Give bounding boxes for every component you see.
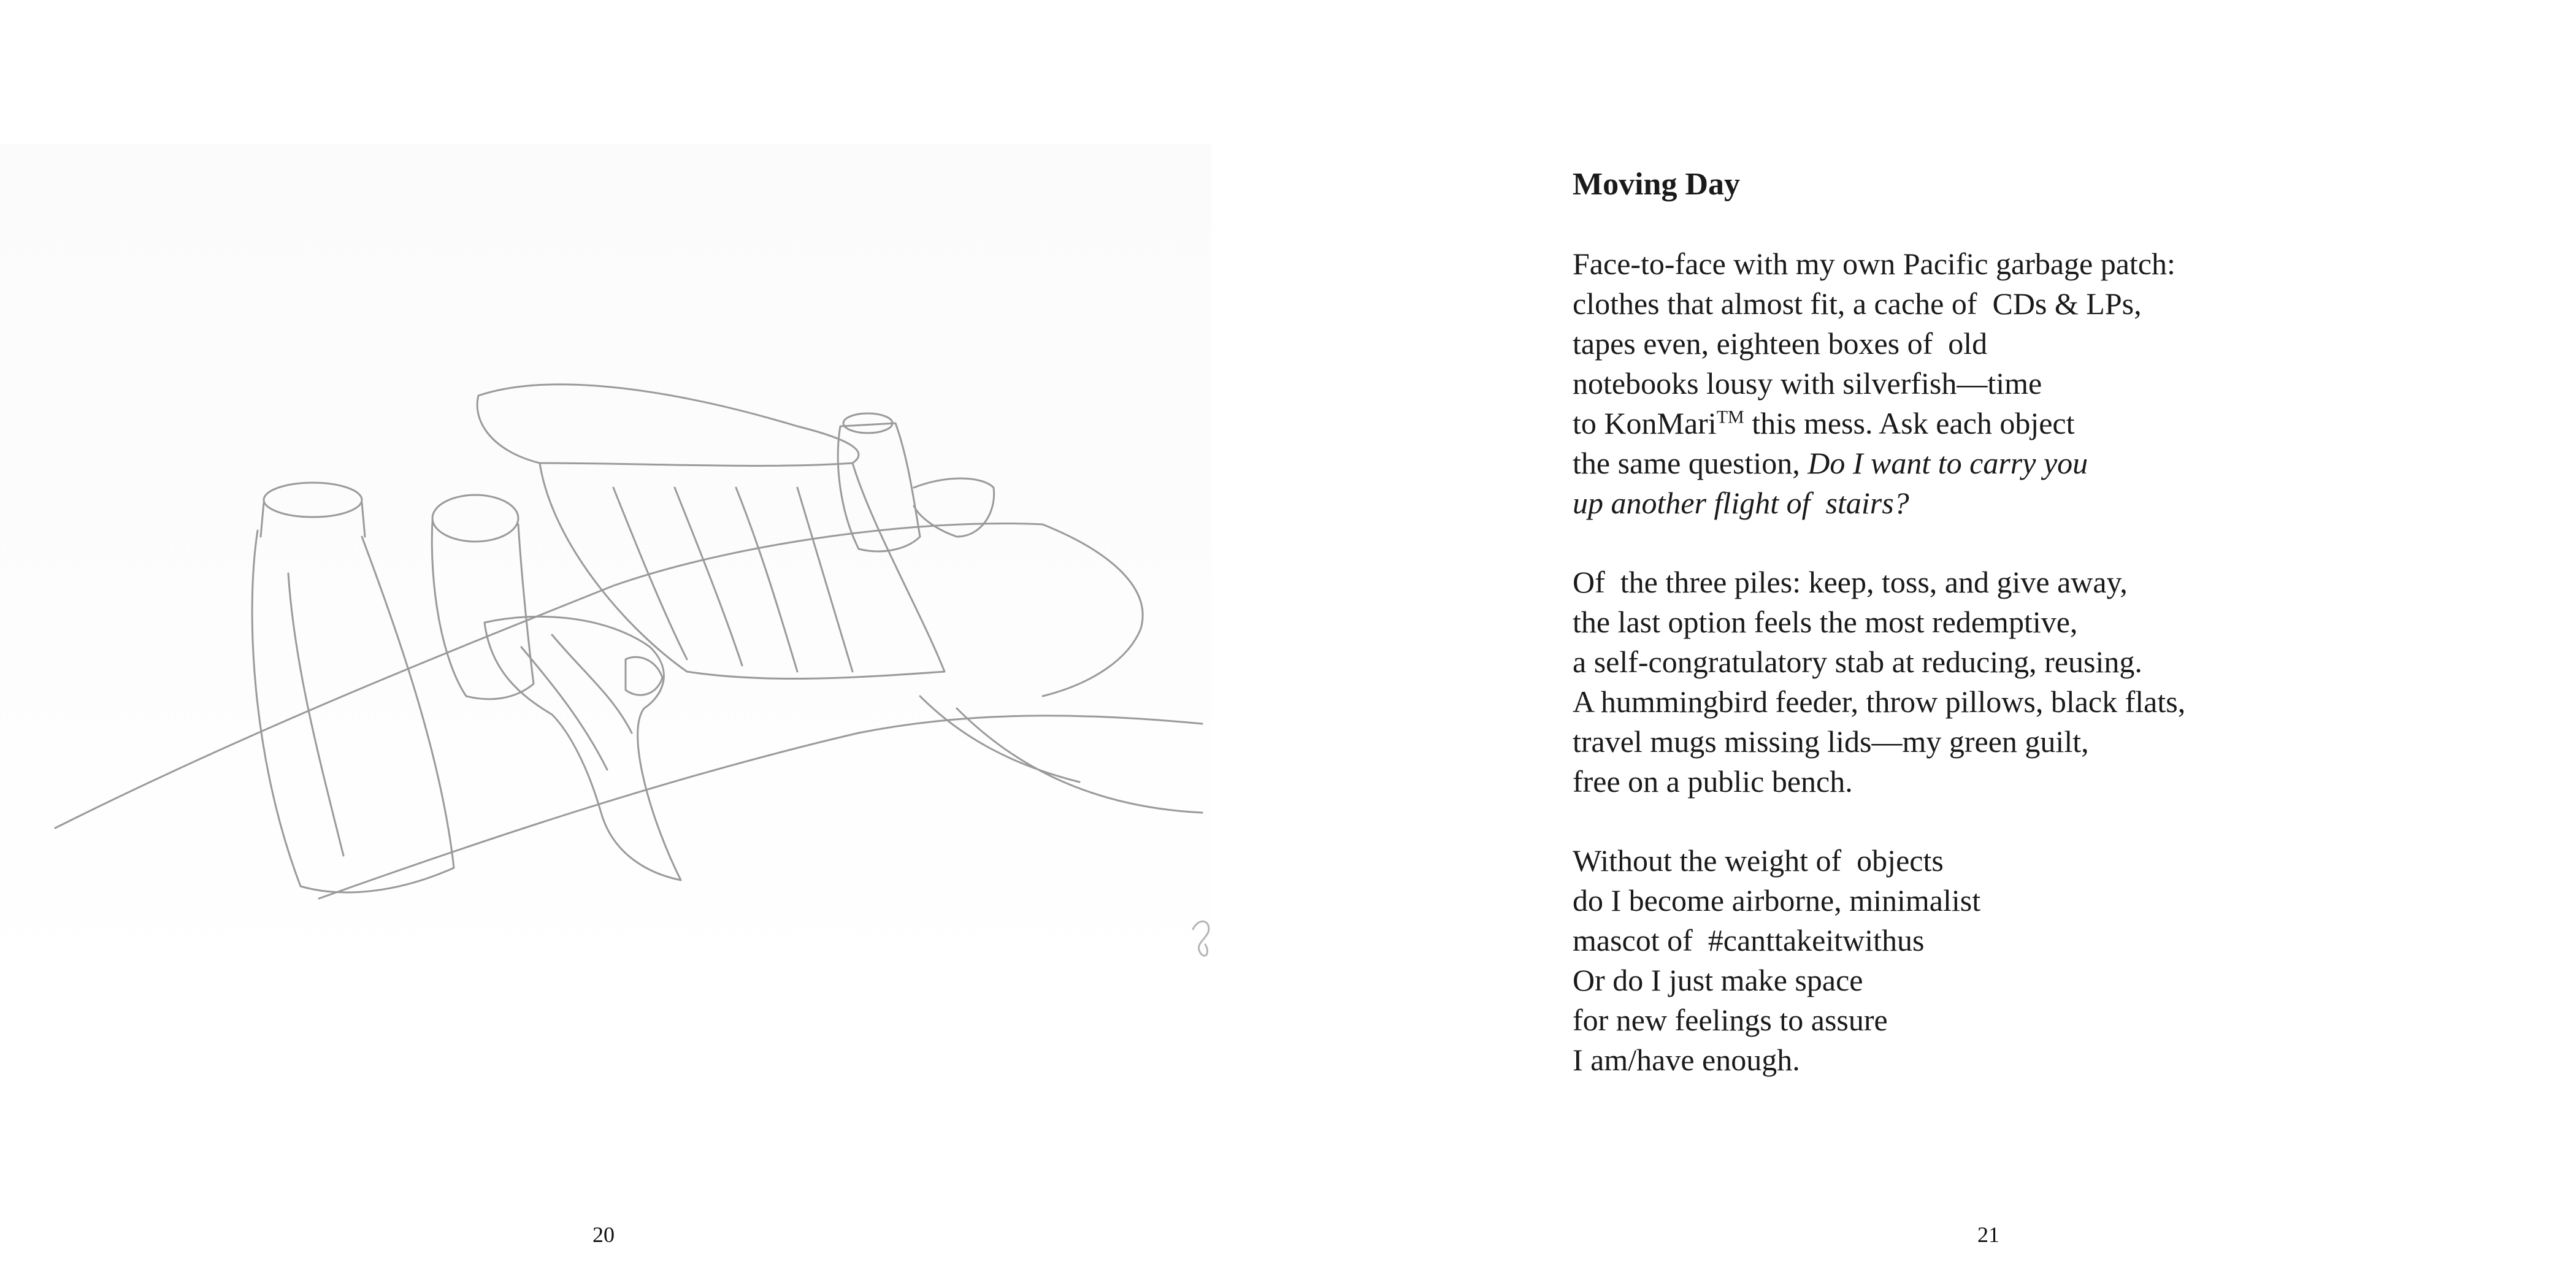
poem-line: free on a public bench. bbox=[1573, 764, 1853, 799]
table-right-edge bbox=[1043, 524, 1143, 696]
cloth-roll bbox=[626, 657, 662, 695]
right-page bbox=[1288, 0, 2576, 1288]
poem bbox=[1573, 164, 2370, 1119]
poem-line: clothes that almost fit, a cache of CDs & LPs, bbox=[1573, 286, 2142, 321]
bottle-cap bbox=[264, 483, 362, 517]
pencil-sketch-illustration bbox=[0, 144, 1211, 1003]
poem-line: mascot of #canttakeitwithus bbox=[1573, 923, 1925, 957]
poem-line: A hummingbird feeder, throw pillows, black flats, bbox=[1573, 684, 2186, 719]
poem-line: Of the three piles: keep, toss, and give away, bbox=[1573, 565, 2128, 599]
page-number-right: 21 bbox=[1977, 1222, 1999, 1247]
poem-line: do I become airborne, minimalist bbox=[1573, 883, 1981, 918]
poem-line: Face-to-face with my own Pacific garbage patch: bbox=[1573, 247, 2175, 281]
poem-line bbox=[1573, 443, 2370, 483]
table-front-edge bbox=[319, 716, 1202, 899]
pillow-outline bbox=[477, 385, 859, 466]
cup-body bbox=[432, 521, 534, 699]
poem-line-part: to KonMari bbox=[1573, 406, 1717, 440]
sketch-signature bbox=[1193, 921, 1209, 956]
trademark-symbol: TM bbox=[1716, 407, 1744, 427]
poem-line: a self-congratulatory stab at reducing, reusing. bbox=[1573, 645, 2142, 679]
table-leg bbox=[957, 708, 1202, 813]
table-leg-2 bbox=[920, 696, 1079, 782]
stanza-2 bbox=[1573, 562, 2370, 802]
poem-line-italic: Do I want to carry you bbox=[1807, 446, 2088, 480]
stanza-3 bbox=[1573, 841, 2370, 1080]
poem-line: Or do I just make space bbox=[1573, 963, 1863, 997]
poem-line: Without the weight of objects bbox=[1573, 843, 1944, 878]
poem-line: for new feelings to assure bbox=[1573, 1003, 1888, 1037]
bottle-body bbox=[252, 531, 454, 892]
poem-line: I am/have enough. bbox=[1573, 1043, 1800, 1077]
poem-line-part: this mess. Ask each object bbox=[1744, 406, 2075, 440]
poem-line: tapes even, eighteen boxes of old bbox=[1573, 326, 1988, 361]
pillow-folds bbox=[613, 488, 853, 672]
nozzle bbox=[914, 478, 994, 537]
poem-line bbox=[1573, 404, 2370, 443]
pillow-body bbox=[540, 463, 945, 679]
page-number-left: 20 bbox=[592, 1222, 615, 1247]
poem-line-italic: up another flight of stairs? bbox=[1573, 486, 1909, 520]
stanza-1 bbox=[1573, 244, 2370, 523]
cloth bbox=[485, 616, 681, 880]
sketch-drawing bbox=[0, 144, 1211, 1003]
bottle-shade bbox=[288, 573, 343, 856]
poem-title: Moving Day bbox=[1573, 167, 1740, 202]
poem-line: travel mugs missing lids—my green guilt, bbox=[1573, 724, 2089, 759]
poem-line: the last option feels the most redemptive, bbox=[1573, 605, 2078, 639]
poem-line-part: the same question, bbox=[1573, 446, 1808, 480]
bottle-neck bbox=[261, 503, 365, 537]
cup-rim bbox=[432, 495, 518, 542]
poem-line: notebooks lousy with silverfish—time bbox=[1573, 366, 2042, 401]
